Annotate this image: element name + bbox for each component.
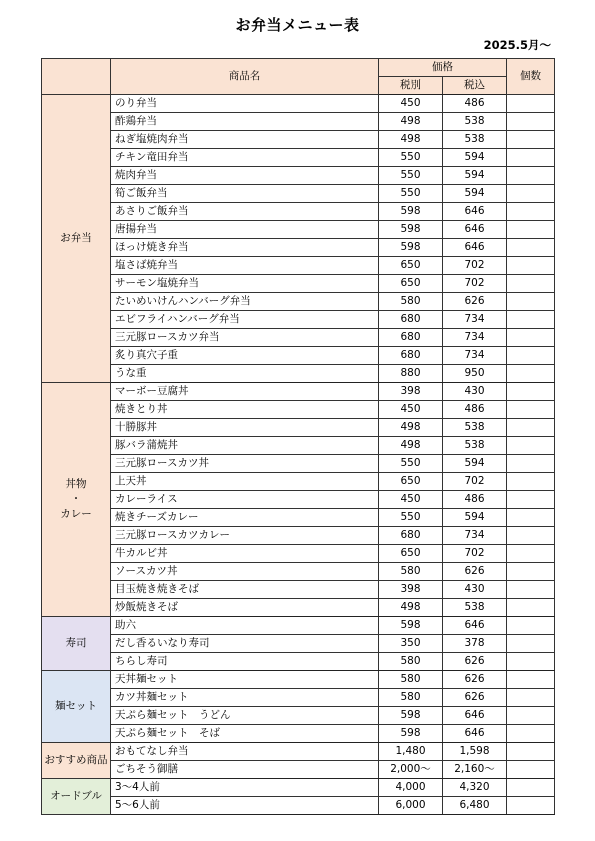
quantity-cell[interactable] (507, 311, 555, 329)
item-name: おもてなし弁当 (111, 743, 379, 761)
price-tax-excluded: 498 (379, 131, 443, 149)
item-name: 三元豚ロースカツカレー (111, 527, 379, 545)
price-tax-excluded: 550 (379, 455, 443, 473)
table-row (42, 779, 555, 797)
table-row (42, 437, 555, 455)
price-tax-included: 646 (443, 203, 507, 221)
table-row (42, 239, 555, 257)
quantity-cell[interactable] (507, 545, 555, 563)
item-name: サーモン塩焼弁当 (111, 275, 379, 293)
quantity-cell[interactable] (507, 167, 555, 185)
item-name: 3～4人前 (111, 779, 379, 797)
item-name: 唐揚弁当 (111, 221, 379, 239)
table-row (42, 599, 555, 617)
table-row (42, 671, 555, 689)
price-tax-included: 430 (443, 383, 507, 401)
price-tax-excluded: 580 (379, 653, 443, 671)
price-tax-included: 594 (443, 509, 507, 527)
item-name: 三元豚ロースカツ丼 (111, 455, 379, 473)
effective-date: 2025.5月～ (483, 38, 551, 52)
menu-body (42, 95, 555, 815)
item-name: うな重 (111, 365, 379, 383)
item-name: 天丼麺セット (111, 671, 379, 689)
price-tax-excluded: 580 (379, 671, 443, 689)
price-tax-included: 702 (443, 473, 507, 491)
price-tax-excluded: 6,000 (379, 797, 443, 815)
price-tax-excluded: 680 (379, 311, 443, 329)
quantity-cell[interactable] (507, 617, 555, 635)
item-name: 焼肉弁当 (111, 167, 379, 185)
price-tax-included: 626 (443, 689, 507, 707)
quantity-cell[interactable] (507, 509, 555, 527)
price-tax-included: 6,480 (443, 797, 507, 815)
item-name: 目玉焼き焼きそば (111, 581, 379, 599)
quantity-cell[interactable] (507, 707, 555, 725)
item-name: 炒飯焼きそば (111, 599, 379, 617)
price-tax-excluded: 680 (379, 329, 443, 347)
header-category-blank (42, 59, 111, 95)
table-row (42, 509, 555, 527)
price-tax-included: 646 (443, 221, 507, 239)
price-tax-included: 378 (443, 635, 507, 653)
price-tax-excluded: 550 (379, 185, 443, 203)
category-label-line: おすすめ商品 (44, 754, 108, 766)
table-row (42, 455, 555, 473)
quantity-cell[interactable] (507, 383, 555, 401)
table-row (42, 311, 555, 329)
price-tax-excluded: 550 (379, 167, 443, 185)
table-row (42, 365, 555, 383)
quantity-cell[interactable] (507, 203, 555, 221)
price-tax-included: 646 (443, 239, 507, 257)
quantity-cell[interactable] (507, 527, 555, 545)
quantity-cell[interactable] (507, 797, 555, 815)
price-tax-excluded: 598 (379, 725, 443, 743)
price-tax-excluded: 580 (379, 689, 443, 707)
quantity-cell[interactable] (507, 599, 555, 617)
table-row (42, 617, 555, 635)
quantity-cell[interactable] (507, 653, 555, 671)
table-row (42, 149, 555, 167)
price-tax-included: 4,320 (443, 779, 507, 797)
table-row (42, 653, 555, 671)
price-tax-included: 486 (443, 491, 507, 509)
quantity-cell[interactable] (507, 365, 555, 383)
price-tax-excluded: 4,000 (379, 779, 443, 797)
category-label-line: オードブル (50, 790, 102, 802)
item-name: ごちそう御膳 (111, 761, 379, 779)
table-row (42, 743, 555, 761)
quantity-cell[interactable] (507, 149, 555, 167)
price-tax-excluded: 550 (379, 149, 443, 167)
item-name: 助六 (111, 617, 379, 635)
price-tax-excluded: 450 (379, 491, 443, 509)
price-tax-included: 2,160～ (443, 761, 507, 779)
table-row (42, 113, 555, 131)
price-tax-included: 538 (443, 113, 507, 131)
price-tax-excluded: 680 (379, 527, 443, 545)
price-tax-included: 702 (443, 257, 507, 275)
quantity-cell[interactable] (507, 761, 555, 779)
price-tax-excluded: 650 (379, 545, 443, 563)
price-tax-excluded: 498 (379, 437, 443, 455)
table-row (42, 383, 555, 401)
price-tax-excluded: 398 (379, 383, 443, 401)
category-label-line: お弁当 (60, 232, 92, 244)
price-tax-excluded: 498 (379, 599, 443, 617)
quantity-cell[interactable] (507, 473, 555, 491)
table-row (42, 203, 555, 221)
price-tax-included: 538 (443, 131, 507, 149)
table-row (42, 707, 555, 725)
price-tax-included: 594 (443, 167, 507, 185)
quantity-cell[interactable] (507, 437, 555, 455)
table-row (42, 473, 555, 491)
item-name: だし香るいなり寿司 (111, 635, 379, 653)
item-name: ソースカツ丼 (111, 563, 379, 581)
item-name: マーボー豆腐丼 (111, 383, 379, 401)
table-row (42, 563, 555, 581)
price-tax-included: 734 (443, 329, 507, 347)
item-name: カツ丼麺セット (111, 689, 379, 707)
price-tax-excluded: 580 (379, 293, 443, 311)
category-label-line: ・ (70, 493, 82, 505)
price-tax-excluded: 650 (379, 473, 443, 491)
price-tax-excluded: 598 (379, 239, 443, 257)
table-row (42, 527, 555, 545)
item-name: 天ぷら麺セット そば (111, 725, 379, 743)
item-name: あさりご飯弁当 (111, 203, 379, 221)
price-tax-excluded: 598 (379, 221, 443, 239)
table-row (42, 347, 555, 365)
quantity-cell[interactable] (507, 131, 555, 149)
table-row (42, 293, 555, 311)
price-tax-excluded: 350 (379, 635, 443, 653)
price-tax-included: 646 (443, 707, 507, 725)
category-label-line: 麺セット (55, 700, 97, 712)
quantity-cell[interactable] (507, 779, 555, 797)
price-tax-excluded: 580 (379, 563, 443, 581)
price-tax-excluded: 680 (379, 347, 443, 365)
category-label-line: 寿司 (65, 637, 87, 649)
item-name: たいめいけんハンバーグ弁当 (111, 293, 379, 311)
item-name: ねぎ塩焼肉弁当 (111, 131, 379, 149)
item-name: エビフライハンバーグ弁当 (111, 311, 379, 329)
price-tax-included: 594 (443, 455, 507, 473)
table-row (42, 689, 555, 707)
quantity-cell[interactable] (507, 293, 555, 311)
quantity-cell[interactable] (507, 635, 555, 653)
table-row (42, 275, 555, 293)
table-row (42, 257, 555, 275)
item-name: 天ぷら麺セット うどん (111, 707, 379, 725)
item-name: 焼きチーズカレー (111, 509, 379, 527)
quantity-cell[interactable] (507, 671, 555, 689)
price-tax-included: 486 (443, 95, 507, 113)
header-tax-included: 税込 (443, 77, 507, 95)
page-title: お弁当メニュー表 (235, 16, 360, 34)
item-name: カレーライス (111, 491, 379, 509)
table-row (42, 491, 555, 509)
item-name: のり弁当 (111, 95, 379, 113)
item-name: 十勝豚丼 (111, 419, 379, 437)
menu-table (41, 58, 555, 815)
category-label-line: カレー (60, 508, 92, 520)
price-tax-included: 702 (443, 545, 507, 563)
quantity-cell[interactable] (507, 491, 555, 509)
quantity-cell[interactable] (507, 185, 555, 203)
item-name: チキン竜田弁当 (111, 149, 379, 167)
price-tax-excluded: 550 (379, 509, 443, 527)
quantity-cell[interactable] (507, 329, 555, 347)
quantity-cell[interactable] (507, 725, 555, 743)
price-tax-excluded: 450 (379, 401, 443, 419)
item-name: ちらし寿司 (111, 653, 379, 671)
price-tax-included: 594 (443, 185, 507, 203)
table-row (42, 545, 555, 563)
price-tax-excluded: 650 (379, 275, 443, 293)
price-tax-excluded: 398 (379, 581, 443, 599)
table-row (42, 401, 555, 419)
header-tax-excluded: 税別 (379, 77, 443, 95)
category-label (42, 383, 111, 617)
price-tax-included: 538 (443, 419, 507, 437)
table-row (42, 581, 555, 599)
price-tax-included: 1,598 (443, 743, 507, 761)
price-tax-excluded: 598 (379, 707, 443, 725)
item-name: 牛カルビ丼 (111, 545, 379, 563)
price-tax-included: 594 (443, 149, 507, 167)
price-tax-excluded: 598 (379, 617, 443, 635)
price-tax-excluded: 598 (379, 203, 443, 221)
header-item-name: 商品名 (111, 59, 379, 95)
quantity-cell[interactable] (507, 95, 555, 113)
price-tax-included: 646 (443, 725, 507, 743)
price-tax-included: 646 (443, 617, 507, 635)
table-row (42, 95, 555, 113)
price-tax-included: 626 (443, 563, 507, 581)
quantity-cell[interactable] (507, 419, 555, 437)
item-name: 筍ご飯弁当 (111, 185, 379, 203)
price-tax-included: 734 (443, 527, 507, 545)
price-tax-included: 430 (443, 581, 507, 599)
quantity-cell[interactable] (507, 401, 555, 419)
table-row (42, 797, 555, 815)
table-row (42, 761, 555, 779)
item-name: 塩さば焼弁当 (111, 257, 379, 275)
price-tax-included: 486 (443, 401, 507, 419)
price-tax-excluded: 1,480 (379, 743, 443, 761)
category-label-line: 丼物 (65, 478, 87, 490)
quantity-cell[interactable] (507, 275, 555, 293)
item-name: 豚バラ蒲焼丼 (111, 437, 379, 455)
item-name: 炙り真穴子重 (111, 347, 379, 365)
item-name: 上天丼 (111, 473, 379, 491)
header-price: 価格 (379, 59, 507, 77)
price-tax-excluded: 2,000～ (379, 761, 443, 779)
quantity-cell[interactable] (507, 221, 555, 239)
category-label (42, 617, 111, 671)
price-tax-included: 734 (443, 311, 507, 329)
quantity-cell[interactable] (507, 689, 555, 707)
price-tax-excluded: 498 (379, 113, 443, 131)
quantity-cell[interactable] (507, 563, 555, 581)
price-tax-included: 626 (443, 653, 507, 671)
price-tax-excluded: 450 (379, 95, 443, 113)
price-tax-excluded: 498 (379, 419, 443, 437)
category-label (42, 779, 111, 815)
category-label (42, 95, 111, 383)
quantity-cell[interactable] (507, 347, 555, 365)
table-row (42, 329, 555, 347)
price-tax-included: 734 (443, 347, 507, 365)
quantity-cell[interactable] (507, 257, 555, 275)
price-tax-included: 626 (443, 671, 507, 689)
quantity-cell[interactable] (507, 113, 555, 131)
table-row (42, 419, 555, 437)
price-tax-excluded: 880 (379, 365, 443, 383)
table-row (42, 131, 555, 149)
price-tax-included: 538 (443, 599, 507, 617)
quantity-cell[interactable] (507, 239, 555, 257)
category-label (42, 743, 111, 779)
item-name: 5～6人前 (111, 797, 379, 815)
price-tax-included: 702 (443, 275, 507, 293)
item-name: 焼きとり丼 (111, 401, 379, 419)
item-name: ほっけ焼き弁当 (111, 239, 379, 257)
item-name: 酢鶏弁当 (111, 113, 379, 131)
quantity-cell[interactable] (507, 455, 555, 473)
table-row (42, 167, 555, 185)
price-tax-included: 626 (443, 293, 507, 311)
price-tax-included: 950 (443, 365, 507, 383)
table-row (42, 635, 555, 653)
quantity-cell[interactable] (507, 581, 555, 599)
table-row (42, 221, 555, 239)
category-label (42, 671, 111, 743)
price-tax-included: 538 (443, 437, 507, 455)
price-tax-excluded: 650 (379, 257, 443, 275)
item-name: 三元豚ロースカツ弁当 (111, 329, 379, 347)
table-row (42, 185, 555, 203)
quantity-cell[interactable] (507, 743, 555, 761)
header-count: 個数 (507, 59, 555, 95)
table-row (42, 725, 555, 743)
